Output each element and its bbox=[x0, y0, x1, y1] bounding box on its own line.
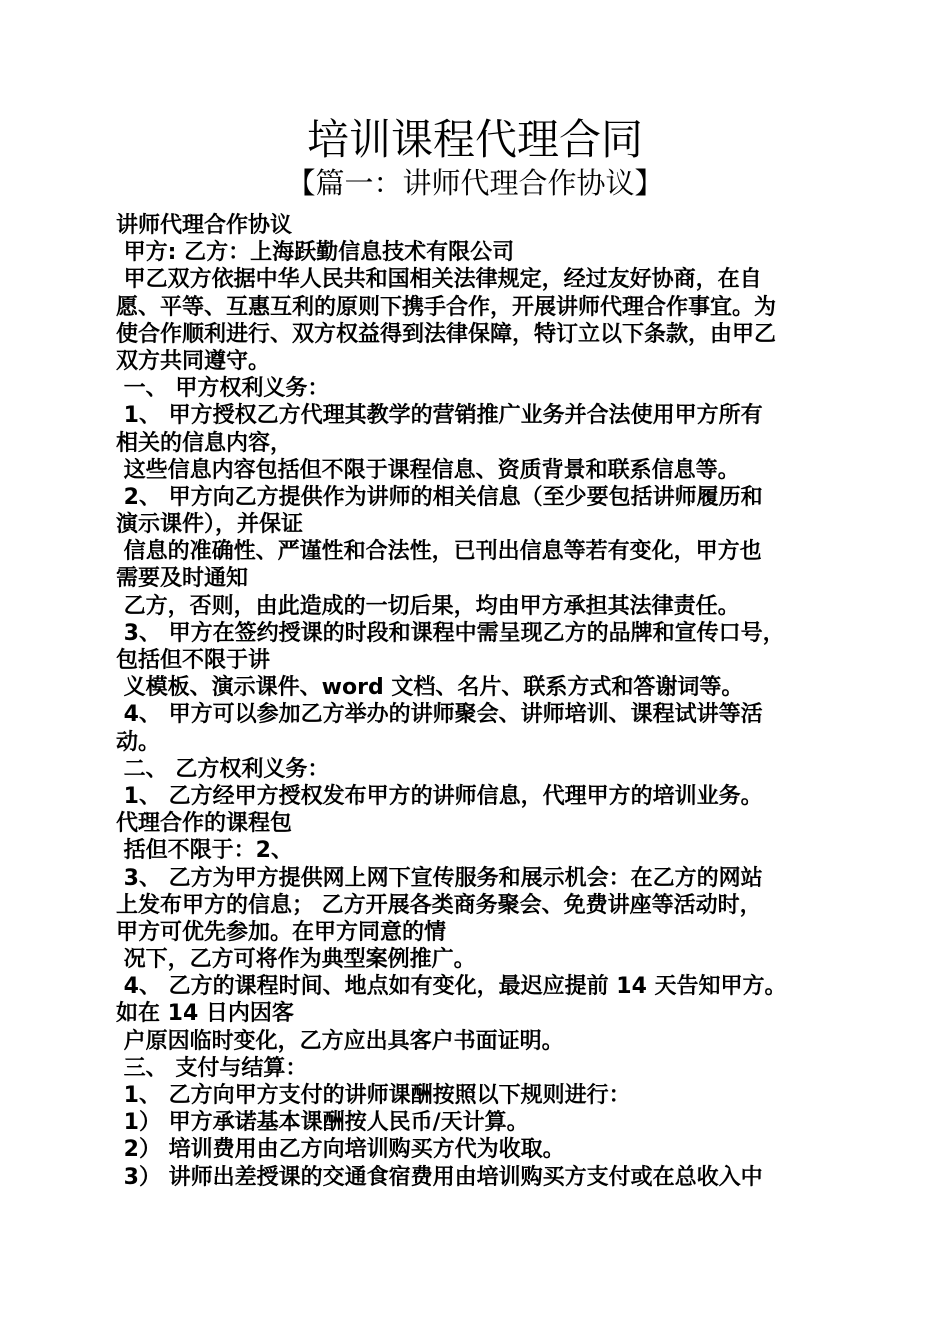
text-line: 愿、平等、互惠互利的原则下携手合作，开展讲师代理合作事宜。为 bbox=[116, 294, 777, 320]
text-line: 信息的准确性、严谨性和合法性，已刊出信息等若有变化，甲方也 bbox=[116, 539, 762, 565]
text-line: 甲方: 乙方：上海跃勤信息技术有限公司 bbox=[116, 240, 515, 266]
text-line: 相关的信息内容， bbox=[116, 430, 293, 456]
text-line: 讲师代理合作协议 bbox=[116, 213, 293, 238]
text-line: 4、 甲方可以参加乙方举办的讲师聚会、讲师培训、课程试讲等活 bbox=[116, 702, 763, 728]
text-line: 如在 14 日内因客 bbox=[116, 1001, 294, 1027]
text-line: 代理合作的课程包 bbox=[116, 811, 293, 837]
text-line: 1、 乙方经甲方授权发布甲方的讲师信息，代理甲方的培训业务。 bbox=[116, 783, 763, 809]
document-subtitle: 【篇一：讲师代理合作协议】 bbox=[286, 166, 664, 200]
text-line: 甲乙双方依据中华人民共和国相关法律规定，经过友好协商，在自 bbox=[116, 267, 762, 293]
text-line: 4、 乙方的课程时间、地点如有变化，最迟应提前 14 天告知甲方。 bbox=[116, 974, 787, 1000]
text-line: 2、 甲方向乙方提供作为讲师的相关信息（至少要包括讲师履历和 bbox=[116, 484, 763, 510]
text-line: 双方共同遵守。 bbox=[116, 348, 271, 374]
text-line: 一、 甲方权利义务： bbox=[116, 376, 330, 402]
document-title: 培训课程代理合同 bbox=[306, 115, 643, 164]
text-line: 义模板、演示课件、word 文档、名片、联系方式和答谢词等。 bbox=[116, 675, 744, 701]
text-line: 二、 乙方权利义务： bbox=[116, 756, 330, 782]
text-line: 这些信息内容包括但不限于课程信息、资质背景和联系信息等。 bbox=[116, 457, 740, 483]
text-line: 1、 甲方授权乙方代理其教学的营销推广业务并合法使用甲方所有 bbox=[116, 403, 763, 429]
text-line: 况下，乙方可将作为典型案例推广。 bbox=[116, 947, 476, 973]
text-line: 乙方，否则，由此造成的一切后果，均由甲方承担其法律责任。 bbox=[116, 593, 740, 619]
text-line: 1、 乙方向甲方支付的讲师课酬按照以下规则进行： bbox=[116, 1083, 631, 1108]
text-line: 括但不限于：2、 bbox=[116, 838, 293, 864]
text-line: 3、 乙方为甲方提供网上网下宣传服务和展示机会：在乙方的网站 bbox=[116, 865, 763, 891]
text-line: 使合作顺利进行、双方权益得到法律保障，特订立以下条款，由甲乙 bbox=[116, 321, 777, 347]
text-line: 动。 bbox=[116, 729, 161, 755]
document-body bbox=[116, 212, 836, 1191]
text-line: 3） 讲师出差授课的交通食宿费用由培训购买方支付或在总收入中 bbox=[116, 1164, 763, 1190]
text-line: 1） 甲方承诺基本课酬按人民币/天计算。 bbox=[116, 1110, 529, 1136]
text-line: 需要及时通知 bbox=[116, 566, 249, 592]
text-line: 演示课件），并保证 bbox=[116, 512, 304, 538]
text-line: 甲方可优先参加。在甲方同意的情 bbox=[116, 919, 447, 945]
text-line: 上发布甲方的信息； 乙方开展各类商务聚会、免费讲座等活动时， bbox=[116, 892, 762, 918]
text-line: 2） 培训费用由乙方向培训购买方代为收取。 bbox=[116, 1137, 565, 1163]
text-line: 三、 支付与结算： bbox=[116, 1055, 308, 1081]
text-line: 户原因临时变化，乙方应出具客户书面证明。 bbox=[116, 1028, 564, 1054]
text-line: 包括但不限于讲 bbox=[116, 648, 271, 673]
text-line: 3、 甲方在签约授课的时段和课程中需呈现乙方的品牌和宣传口号， bbox=[116, 620, 785, 646]
